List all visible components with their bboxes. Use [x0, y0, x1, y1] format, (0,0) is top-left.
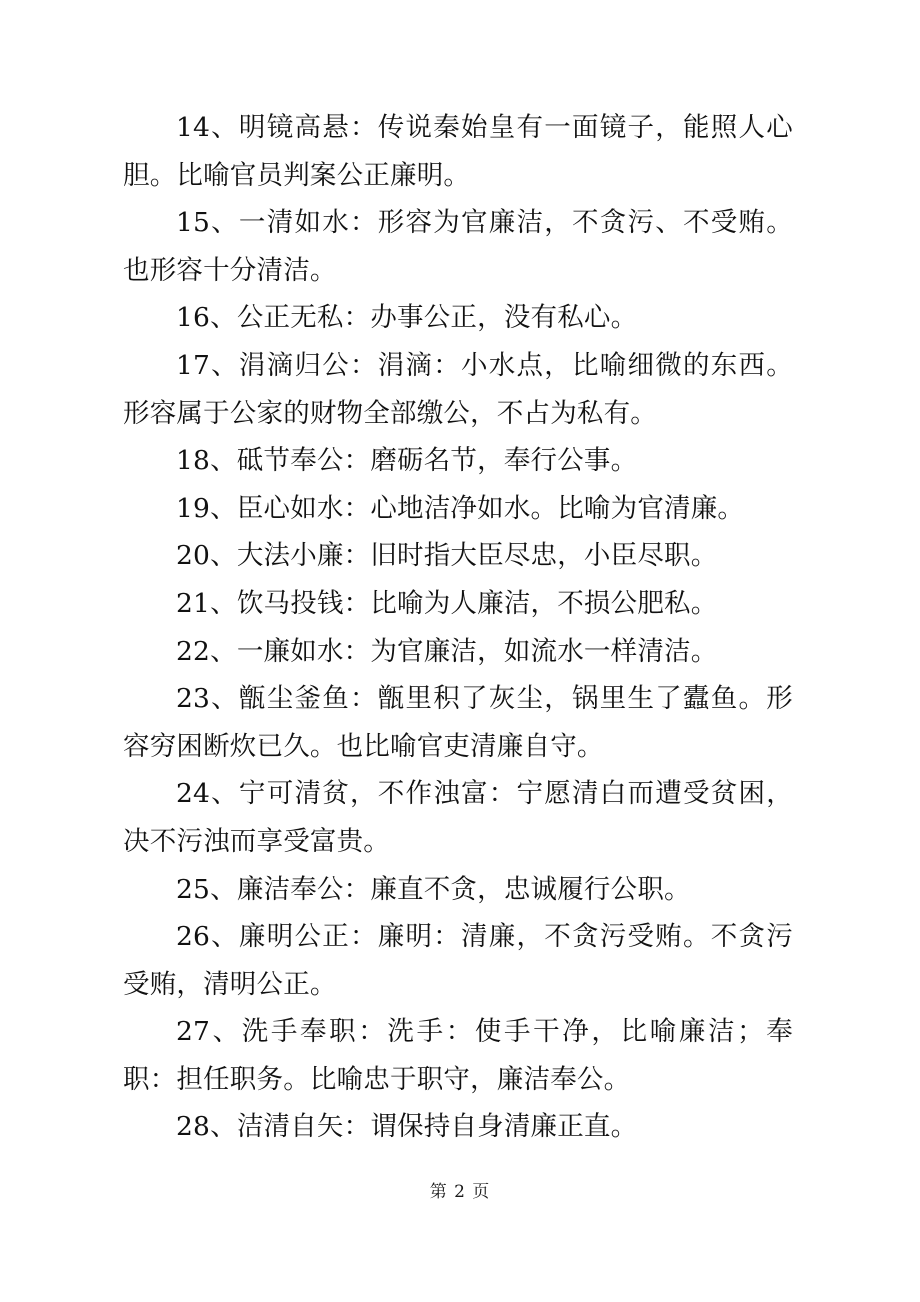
paragraph-item-21: 21、饮马投钱：比喻为人廉洁，不损公肥私。 [176, 587, 718, 619]
paragraph-item-22: 22、一廉如水：为官廉洁，如流水一样清洁。 [176, 635, 718, 667]
paragraph-item-17: 17、涓滴归公：涓滴：小水点，比喻细微的东西。形容属于公家的财物全部缴公，不占为私有。 [123, 349, 793, 429]
page-footer [0, 1181, 920, 1203]
paragraph-item-24: 24、宁可清贫，不作浊富：宁愿清白而遭受贫困，决不污浊而享受富贵。 [123, 778, 793, 857]
paragraph-item-23: 23、甑尘釜鱼：甑里积了灰尘，锅里生了蠹鱼。形容穷困断炊已久。也比喻官吏清廉自守。 [123, 683, 793, 762]
paragraph-item-14: 14、明镜高悬：传说秦始皇有一面镜子，能照人心胆。比喻官员判案公正廉明。 [123, 112, 793, 191]
paragraph-item-28: 28、洁清自矢：谓保持自身清廉正直。 [176, 1111, 638, 1143]
paragraph-item-19: 19、臣心如水：心地洁净如水。比喻为官清廉。 [176, 492, 745, 524]
document-body [123, 104, 793, 1151]
paragraph-item-26: 26、廉明公正：廉明：清廉，不贪污受贿。不贪污受贿，清明公正。 [123, 921, 793, 1000]
page-number-label: 第 2 页 [429, 1182, 491, 1202]
paragraph-item-15: 15、一清如水：形容为官廉洁，不贪污、不受贿。也形容十分清洁。 [123, 207, 793, 286]
paragraph-item-27: 27、洗手奉职：洗手：使手干净，比喻廉洁；奉职：担任职务。比喻忠于职守，廉洁奉公。 [123, 1016, 793, 1095]
paragraph-item-25: 25、廉洁奉公：廉直不贪，忠诚履行公职。 [176, 873, 691, 905]
paragraph-item-18: 18、砥节奉公：磨砺名节，奉行公事。 [176, 445, 638, 477]
paragraph-item-20: 20、大法小廉：旧时指大臣尽忠，小臣尽职。 [176, 540, 718, 572]
paragraph-item-16: 16、公正无私：办事公正，没有私心。 [176, 302, 638, 334]
